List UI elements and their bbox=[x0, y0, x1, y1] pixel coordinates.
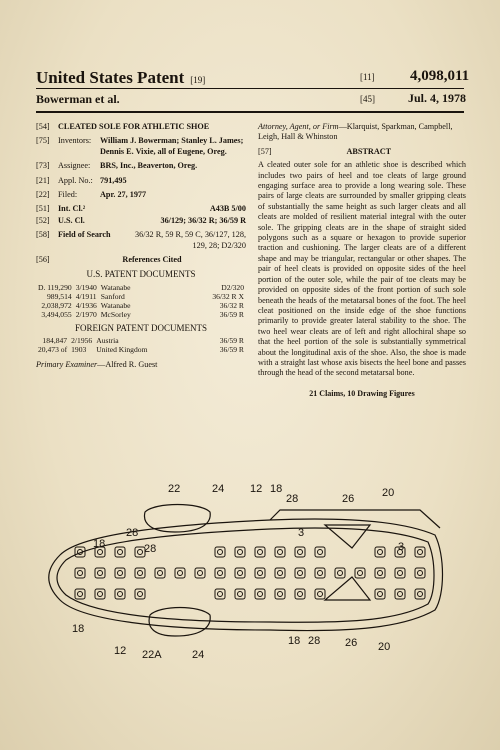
abstract-code: [57] bbox=[258, 146, 272, 156]
field-52 bbox=[36, 216, 246, 226]
cleat bbox=[215, 568, 225, 578]
reference-numeral: 24 bbox=[212, 483, 225, 495]
cleat-center bbox=[318, 571, 323, 576]
reference-cls: 36/32 R bbox=[219, 300, 244, 310]
abstract-title: ABSTRACT bbox=[346, 146, 392, 156]
field-56 bbox=[36, 255, 246, 265]
cleat bbox=[115, 547, 125, 557]
reference-numeral: 12 bbox=[250, 483, 263, 495]
cleat-center bbox=[298, 571, 303, 576]
cleat-center bbox=[258, 592, 263, 597]
attorney-name: —Klarquist, Sparkman, Campbell, Leigh, Hall & Whinston bbox=[258, 122, 453, 142]
cleat bbox=[395, 589, 405, 599]
reference-numeral: 24 bbox=[192, 649, 205, 661]
reference-numeral: 18 bbox=[72, 623, 85, 635]
foreign-docs-heading: FOREIGN PATENT DOCUMENTS bbox=[74, 322, 208, 333]
cleat-center bbox=[338, 571, 343, 576]
cleat bbox=[235, 568, 245, 578]
reference-date: 1903 bbox=[71, 345, 87, 355]
field-75 bbox=[36, 136, 246, 157]
cleat bbox=[295, 589, 305, 599]
reference-num: 989,514 bbox=[47, 291, 72, 301]
reference-date: 2/1970 bbox=[75, 309, 97, 319]
cleat-center bbox=[418, 550, 423, 555]
field-code: [21] bbox=[36, 175, 50, 185]
cleat bbox=[235, 589, 245, 599]
reference-row bbox=[36, 336, 246, 345]
reference-name: Sanford bbox=[100, 291, 125, 301]
field-code: [73] bbox=[36, 161, 50, 171]
cleat-center bbox=[378, 571, 383, 576]
cleat bbox=[275, 589, 285, 599]
reference-numeral: 28 bbox=[308, 635, 321, 647]
reference-numeral: 26 bbox=[342, 493, 355, 505]
reference-numeral: 26 bbox=[345, 637, 358, 649]
reference-date: 4/1911 bbox=[75, 291, 97, 301]
filed-value: Apr. 27, 1977 bbox=[100, 190, 147, 200]
reference-num: 20,473 of bbox=[38, 345, 68, 355]
cleat bbox=[315, 547, 325, 557]
field-code: [51] bbox=[36, 204, 50, 214]
attorney bbox=[258, 122, 466, 143]
reference-numeral: 3 bbox=[298, 527, 305, 539]
reference-numeral: 18 bbox=[288, 635, 301, 647]
abstract-column bbox=[258, 122, 466, 399]
assignee-value: BRS, Inc., Beaverton, Oreg. bbox=[100, 161, 198, 171]
cleat-center bbox=[238, 550, 243, 555]
cleat bbox=[195, 568, 205, 578]
cleat-center bbox=[98, 550, 103, 555]
invention-title: CLEATED SOLE FOR ATHLETIC SHOE bbox=[58, 122, 210, 131]
cleat-center bbox=[418, 571, 423, 576]
int-cl-value: A43B 5/00 bbox=[209, 204, 246, 214]
cleat-center bbox=[118, 550, 123, 555]
field-58 bbox=[36, 230, 246, 251]
field-22 bbox=[36, 190, 246, 200]
reference-numeral: 28 bbox=[126, 527, 139, 539]
reference-num: 2,038,972 bbox=[41, 300, 72, 310]
cleat bbox=[135, 568, 145, 578]
reference-cls: 36/59 R bbox=[219, 345, 244, 355]
cleat-center bbox=[418, 592, 423, 597]
patent-number: 4,098,011 bbox=[410, 68, 470, 84]
cleat bbox=[315, 589, 325, 599]
title-tag: [19] bbox=[190, 75, 206, 85]
cleat bbox=[155, 568, 165, 578]
field-code: [56] bbox=[36, 255, 50, 265]
reference-numeral: 3 bbox=[398, 541, 405, 553]
cleat bbox=[275, 547, 285, 557]
patent-date: Jul. 4, 1978 bbox=[408, 91, 467, 105]
reference-numeral: 20 bbox=[382, 487, 395, 499]
cleat bbox=[175, 568, 185, 578]
cleat-center bbox=[78, 592, 83, 597]
reference-name: Watanabe bbox=[100, 282, 131, 292]
abstract-heading bbox=[258, 147, 466, 157]
cleat bbox=[75, 589, 85, 599]
cleat-center bbox=[258, 550, 263, 555]
cleat bbox=[355, 568, 365, 578]
reference-num: 3,494,055 bbox=[41, 309, 72, 319]
reference-name: Austria bbox=[96, 336, 119, 346]
field-73 bbox=[36, 161, 246, 171]
reference-date: 4/1936 bbox=[75, 300, 97, 310]
header-divider-bottom bbox=[36, 111, 464, 113]
reference-row bbox=[36, 310, 246, 319]
reference-numeral: 12 bbox=[114, 645, 127, 657]
cleat bbox=[215, 547, 225, 557]
reference-date: 3/1940 bbox=[75, 282, 97, 292]
claims-summary: 21 Claims, 10 Drawing Figures bbox=[309, 388, 415, 398]
field-label: Field of Search bbox=[58, 230, 111, 240]
cleat bbox=[295, 547, 305, 557]
cleat bbox=[255, 547, 265, 557]
reference-row bbox=[36, 301, 246, 310]
cleat-center bbox=[158, 571, 163, 576]
cleat bbox=[375, 568, 385, 578]
header-divider-top bbox=[36, 88, 464, 89]
cleat bbox=[235, 547, 245, 557]
cleat bbox=[115, 589, 125, 599]
field-label: Inventors: bbox=[58, 136, 92, 146]
date-tag: [45] bbox=[360, 94, 375, 104]
field-51 bbox=[36, 204, 246, 214]
field-code: [58] bbox=[36, 230, 50, 240]
cleat-center bbox=[218, 571, 223, 576]
field-label: U.S. Cl. bbox=[58, 215, 85, 225]
cleat-center bbox=[258, 571, 263, 576]
cleat-center bbox=[198, 571, 203, 576]
reference-numeral: 22 bbox=[168, 483, 181, 495]
cleat-center bbox=[278, 592, 283, 597]
field-label: Appl. No.: bbox=[58, 175, 93, 185]
attorney-label: Attorney, Agent, or Firm bbox=[258, 122, 339, 131]
examiner-label: Primary Examiner bbox=[36, 360, 98, 370]
primary-examiner bbox=[36, 360, 246, 370]
cleat-center bbox=[118, 571, 123, 576]
cleat-center bbox=[218, 550, 223, 555]
cleat bbox=[415, 589, 425, 599]
reference-cls: 36/59 R bbox=[219, 336, 244, 346]
field-of-search-value: 36/32 R, 59 R, 59 C, 36/127, 128, 129, 28; D2/320 bbox=[135, 230, 246, 250]
reference-date: 2/1956 bbox=[71, 336, 93, 346]
cleat bbox=[415, 568, 425, 578]
reference-cls: 36/59 R bbox=[219, 309, 244, 319]
us-docs-heading: U.S. PATENT DOCUMENTS bbox=[86, 269, 196, 280]
inventor-short: Bowerman et al. bbox=[36, 92, 120, 106]
reference-num: 184,847 bbox=[42, 336, 68, 346]
reference-numeral: 20 bbox=[378, 641, 391, 653]
cleat-center bbox=[218, 592, 223, 597]
cleat bbox=[75, 568, 85, 578]
sole-drawing bbox=[40, 480, 460, 670]
reference-row bbox=[36, 292, 246, 301]
cleat bbox=[255, 568, 265, 578]
cleat bbox=[255, 589, 265, 599]
reference-cls: 36/32 R X bbox=[212, 291, 244, 301]
reference-name: Watanabe bbox=[100, 300, 131, 310]
cleat bbox=[375, 547, 385, 557]
cleat bbox=[335, 568, 345, 578]
cleat-center bbox=[398, 592, 403, 597]
inventors-value: William J. Bowerman; Stanley L. James; Dennis E. Vixie, all of Eugene, Oreg. bbox=[100, 136, 244, 156]
reference-numeral: 22A bbox=[142, 649, 162, 661]
reference-numeral: 18 bbox=[93, 538, 106, 550]
bibliographic-column bbox=[36, 122, 246, 371]
cleat bbox=[215, 589, 225, 599]
cleat bbox=[95, 568, 105, 578]
cleat-center bbox=[238, 571, 243, 576]
us-cl-value: 36/129; 36/32 R; 36/59 R bbox=[160, 215, 246, 225]
examiner-name: —Alfred R. Guest bbox=[97, 360, 158, 370]
field-code: [75] bbox=[36, 136, 50, 146]
cleat-center bbox=[298, 592, 303, 597]
reference-cls: D2/320 bbox=[221, 282, 244, 292]
cleat bbox=[295, 568, 305, 578]
reference-numeral: 28 bbox=[144, 543, 157, 555]
cleat bbox=[375, 589, 385, 599]
cleat bbox=[115, 568, 125, 578]
cleat-center bbox=[358, 571, 363, 576]
field-code: [22] bbox=[36, 190, 50, 200]
cleat-center bbox=[278, 571, 283, 576]
reference-name: United Kingdom bbox=[96, 345, 148, 355]
abstract-text: A cleated outer sole for an athletic shoe is described which includes two pairs of heel and toe cleats of large ground engaging surface area to provide a long wearing sole. These pairs of large cleats are surrounded by smaller gripping cleats of substantially the same height as such larger cleats and all cleats are molded of resilient material integral with the outer sole. The gripping cleats are in the shape of straight sided polygons such as a square or hexagon to provide superior traction and cushioning. The larger cleats are of a different shape and may be triangular, rectangular or other shapes. The pair of heel cleats is provided on opposite sides of the heel portion of the outer sole, while the pair of toe cleats may be provided on opposite sides of the front portion of such sole beneath the heads of the metatarsal bones of the foot. The heel cleat positioned on the inside edge of the shoe functions primarily to provide greater lateral stability to the shoe. The two heel wear cleats are of left and right allochiral shape so that the heel portion of the sole is substantially symmetrical about the longitudinal axis of the shoe. Also, the shoe is made with a straight last whose axis bisects the heel bone and passes through the head of the second metatarsal bone. bbox=[258, 160, 466, 378]
references-heading: References Cited bbox=[122, 255, 182, 265]
field-label: Int. Cl.² bbox=[58, 204, 86, 214]
title-text: United States Patent bbox=[36, 68, 185, 87]
cleat-center bbox=[138, 550, 143, 555]
field-label: Filed: bbox=[58, 190, 78, 200]
field-code: [52] bbox=[36, 215, 50, 225]
field-label: Assignee: bbox=[58, 161, 91, 171]
cleat-center bbox=[98, 592, 103, 597]
patent-header-title bbox=[36, 68, 205, 88]
cleat-center bbox=[378, 592, 383, 597]
cleat-center bbox=[118, 592, 123, 597]
cleat bbox=[315, 568, 325, 578]
cleat-center bbox=[238, 592, 243, 597]
cleat bbox=[95, 589, 105, 599]
cleat bbox=[275, 568, 285, 578]
cleat-center bbox=[378, 550, 383, 555]
cleat-center bbox=[298, 550, 303, 555]
us-docs-table bbox=[36, 283, 246, 319]
cleat-center bbox=[178, 571, 183, 576]
cleat-center bbox=[318, 592, 323, 597]
field-54 bbox=[36, 122, 246, 132]
appl-no-value: 791,495 bbox=[100, 175, 127, 185]
cleat-center bbox=[138, 571, 143, 576]
cleat-center bbox=[78, 571, 83, 576]
cleat-center bbox=[278, 550, 283, 555]
reference-row bbox=[36, 283, 246, 292]
patent-number-tag: [11] bbox=[360, 72, 375, 82]
cleat bbox=[415, 547, 425, 557]
reference-numeral: 28 bbox=[286, 493, 299, 505]
cleat-center bbox=[138, 592, 143, 597]
cleat bbox=[135, 589, 145, 599]
field-code: [54] bbox=[36, 122, 50, 131]
cleat-center bbox=[318, 550, 323, 555]
reference-num: D. 119,290 bbox=[38, 282, 72, 292]
cleat-center bbox=[98, 571, 103, 576]
field-21 bbox=[36, 176, 246, 186]
reference-name: McSorley bbox=[100, 309, 131, 319]
cleat-center bbox=[398, 571, 403, 576]
reference-numeral: 18 bbox=[270, 483, 283, 495]
foreign-docs-table bbox=[36, 336, 246, 354]
cleat bbox=[395, 568, 405, 578]
reference-row bbox=[36, 345, 246, 354]
